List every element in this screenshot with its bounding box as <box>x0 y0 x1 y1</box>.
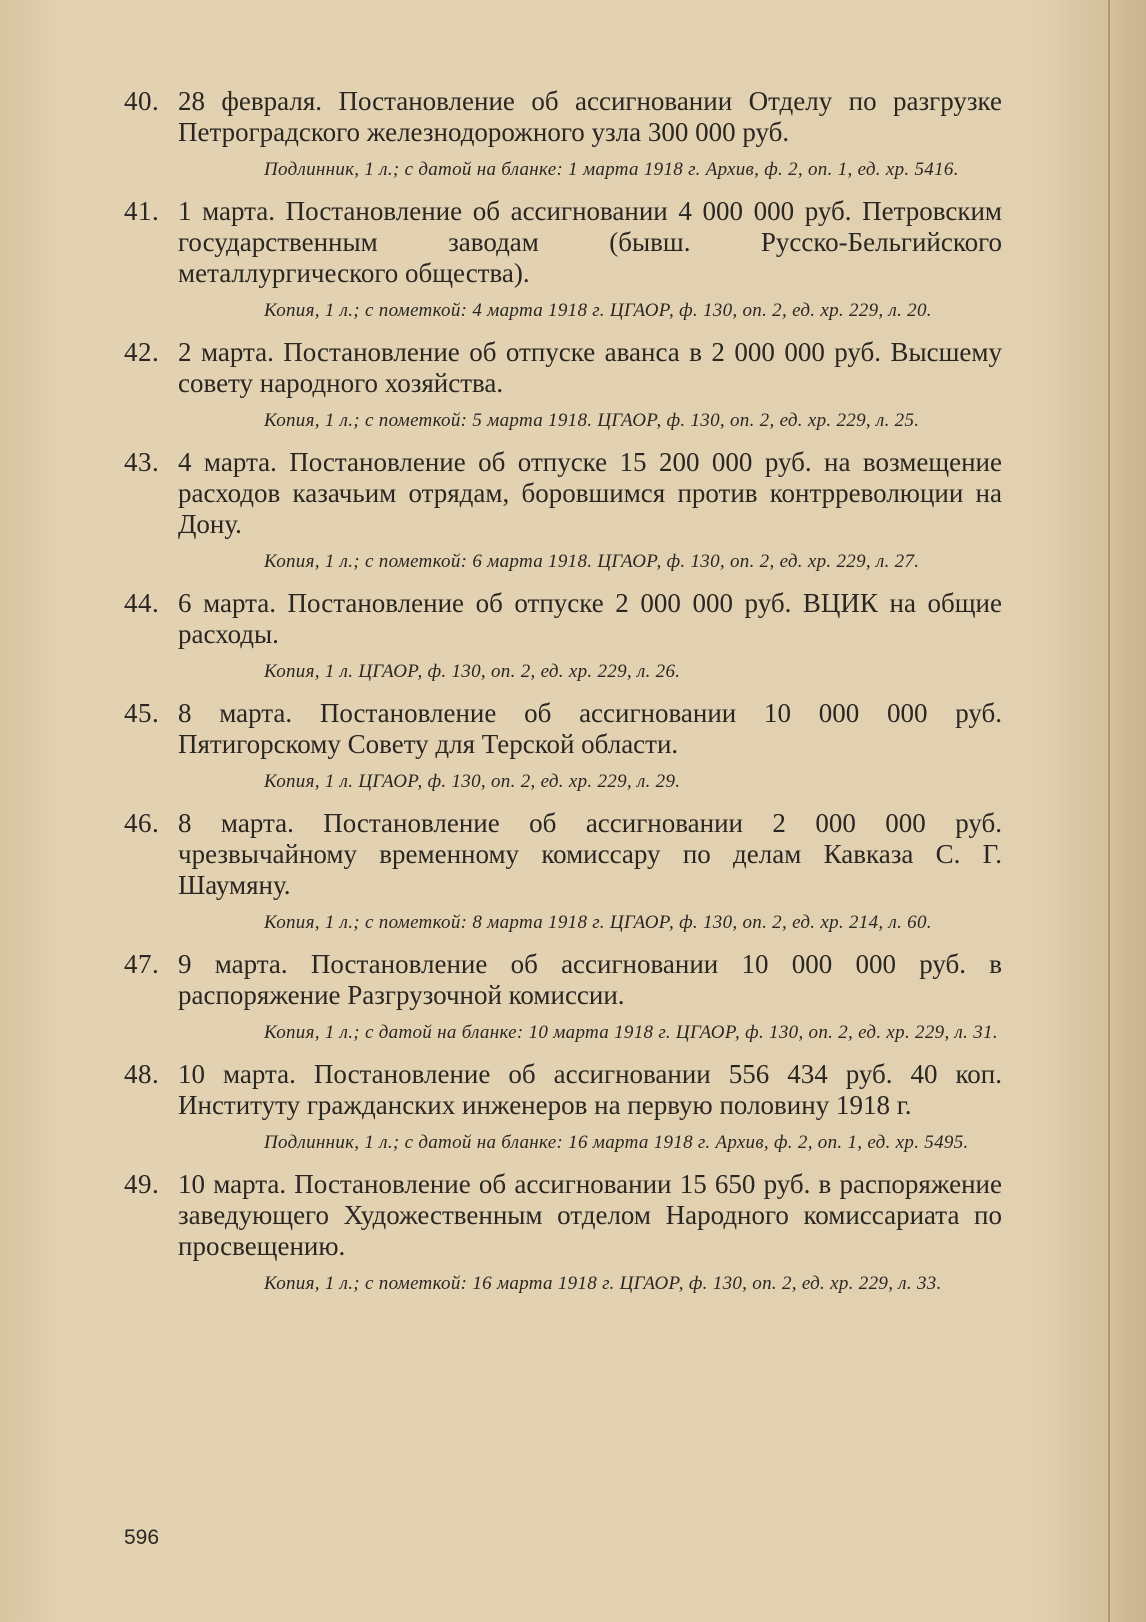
entry-text: 9 марта. Постановление об ассигновании 10 000 000 руб. в распоряжение Разгрузочной комиссии. <box>178 949 1002 1010</box>
entry-number: 45. <box>124 698 160 728</box>
page-number: 596 <box>124 1526 160 1549</box>
entry-text: 28 февраля. Постановление об ассигновании Отделу по разгрузке Петроградского железнодорожного узла 300 000 руб. <box>178 86 1002 147</box>
list-item <box>124 337 1002 433</box>
entry-text: 1 марта. Постановление об ассигновании 4 000 000 руб. Петровским государственным заводам (бывш. Русско-Бельгийского металлургического общества). <box>178 196 1002 288</box>
entry-source: Копия, 1 л.; с пометкой: 16 марта 1918 г. ЦГАОР, ф. 130, оп. 2, ед. хр. 229, л. 33. <box>264 1273 942 1294</box>
entry-number: 48. <box>124 1059 160 1089</box>
entry-source: Копия, 1 л.; с пометкой: 8 марта 1918 г. ЦГАОР, ф. 130, оп. 2, ед. хр. 214, л. 60. <box>264 912 932 933</box>
list-item <box>124 196 1002 323</box>
list-item <box>124 808 1002 935</box>
entry-text: 10 марта. Постановление об ассигновании 556 434 руб. 40 коп. Институту гражданских инженеров на первую половину 1918 г. <box>178 1059 1002 1120</box>
entry-text: 8 марта. Постановление об ассигновании 2 000 000 руб. чрезвычайному временному комиссару по делам Кавказа С. Г. Шаумяну. <box>178 808 1002 900</box>
entry-source: Подлинник, 1 л.; с датой на бланке: 16 марта 1918 г. Архив, ф. 2, оп. 1, ед. хр. 5495. <box>264 1132 969 1153</box>
list-item <box>124 447 1002 574</box>
entry-source: Копия, 1 л.; с пометкой: 6 марта 1918. ЦГАОР, ф. 130, оп. 2, ед. хр. 229, л. 27. <box>264 551 920 572</box>
entry-number: 42. <box>124 337 160 367</box>
entry-number: 49. <box>124 1169 160 1199</box>
entry-text: 10 марта. Постановление об ассигновании 15 650 руб. в распоряжение заведующего Художественным отделом Народного комиссариата по просвещению. <box>178 1169 1002 1261</box>
list-item <box>124 1059 1002 1155</box>
entry-source: Подлинник, 1 л.; с датой на бланке: 1 марта 1918 г. Архив, ф. 2, оп. 1, ед. хр. 5416. <box>264 159 959 180</box>
list-item <box>124 86 1002 182</box>
entry-number: 41. <box>124 196 160 226</box>
list-item <box>124 1169 1002 1296</box>
entry-text: 4 марта. Постановление об отпуске 15 200 000 руб. на возмещение расходов казачьим отрядам, боровшимся против контрреволюции на Дону. <box>178 447 1002 539</box>
entry-number: 47. <box>124 949 160 979</box>
entry-text: 2 марта. Постановление об отпуске аванса в 2 000 000 руб. Высшему совету народного хозяйства. <box>178 337 1002 398</box>
entry-list <box>124 86 1002 1310</box>
entry-text: 6 марта. Постановление об отпуске 2 000 000 руб. ВЦИК на общие расходы. <box>178 588 1002 649</box>
page-edge <box>1108 0 1110 1622</box>
entry-number: 40. <box>124 86 160 116</box>
entry-source: Копия, 1 л.; с пометкой: 5 марта 1918. ЦГАОР, ф. 130, оп. 2, ед. хр. 229, л. 25. <box>264 410 920 431</box>
entry-source: Копия, 1 л. ЦГАОР, ф. 130, оп. 2, ед. хр. 229, л. 26. <box>264 661 681 682</box>
list-item <box>124 588 1002 684</box>
entry-text: 8 марта. Постановление об ассигновании 10 000 000 руб. Пятигорскому Совету для Терской области. <box>178 698 1002 759</box>
entry-source: Копия, 1 л.; с датой на бланке: 10 марта 1918 г. ЦГАОР, ф. 130, оп. 2, ед. хр. 229, л. 31. <box>264 1022 998 1043</box>
entry-number: 44. <box>124 588 160 618</box>
list-item <box>124 698 1002 794</box>
entry-source: Копия, 1 л.; с пометкой: 4 марта 1918 г. ЦГАОР, ф. 130, оп. 2, ед. хр. 229, л. 20. <box>264 300 932 321</box>
entry-number: 46. <box>124 808 160 838</box>
entry-number: 43. <box>124 447 160 477</box>
list-item <box>124 949 1002 1045</box>
entry-source: Копия, 1 л. ЦГАОР, ф. 130, оп. 2, ед. хр. 229, л. 29. <box>264 771 681 792</box>
